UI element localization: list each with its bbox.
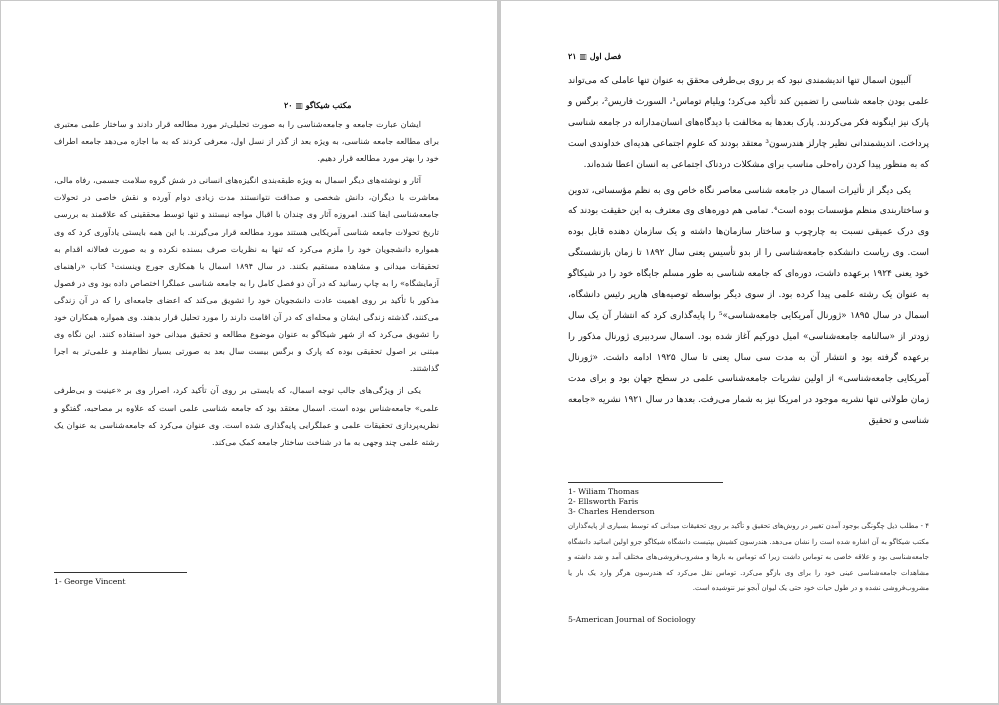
left-page-header: ۲۰ ▥ مکتب شیکاگو	[284, 100, 352, 110]
right-page-header: فصل اول ▥ ۲۱	[568, 51, 622, 61]
right-footnote-rule	[568, 482, 723, 483]
right-paragraph-1: آلبیون اسمال تنها اندیشمندی نبود که بر روی بی‌طرفی محقق به عنوان تنها عاملی که می‌تواند علمی بودن جامعه شناسی را تضمین کند تأکید می‌کرد؛ ویلیام توماس¹، السورث فاریس²، برگس و پارک نیز اینگونه فکر می‌کردند. پارک بعدها به مخالفت با دیدگاه‌های انسان‌مدارانه در جامعه شناسی پرداخت. اندیشمندانی نظیر چارلز هندرسون³ معتقد بودند که علوم اجتماعی هدیه‌ای خداوندی است که به منظور پیدا کردن راه‌حلی مناسب برای مشکلات دردناک اجتماعی به انسان اعطا شده‌اند.	[568, 76, 930, 170]
footnote-3: 3- Charles Henderson	[568, 506, 655, 516]
left-paragraph-3: یکی از ویژگی‌های جالب توجه اسمال، که بایستی بر روی آن تأکید کرد، اصرار وی بر «عینیت و بی‌طرفی علمی» جامعه‌شناس بوده است. اسمال معتقد بود که جامعه شناسی علمی است که علاوه بر مصاحبه، گفتگو و نظریه‌پردازی تحقیقات علمی و عملگرایی پایه‌گذاری شده است. وی عنوان می‌کرد که جامعه‌شناسی به عنوان یک رشته علمی چند وجهی به ما در شناخت ساختار جامعه کمک می‌کند.	[54, 385, 439, 447]
footnote-4	[568, 519, 929, 597]
left-footnote-rule	[54, 572, 187, 573]
right-paragraph-2: یکی دیگر از تأثیرات اسمال در جامعه شناسی معاصر نگاه خاص وی به نظم مؤسساتی، تدوین و ساختاربندی منظم مؤسسات بوده است⁴. تمامی هم دوره‌های وی معترف به این حقیقت بودند که وی درک عمیقی نسبت به چارچوب و ساختار سازمان‌ها داشته و یک سازمان دهنده قابل بوده است. وی ریاست دانشکده جامعه‌شناسی را از بدو تأسیس یعنی سال ۱۸۹۲ تا زمان بازنشستگی خود یعنی ۱۹۲۴ برعهده داشت، دوره‌ای که جامعه شناسی به طور مسلم جایگاه خود را در شیکاگو به عنوان یک رشته علمی پیدا کرده بود. از سوی دیگر بواسطه توصیه‌های هارپر رئیس دانشگاه، اسمال در سال ۱۸۹۵ «ژورنال آمریکایی جامعه‌شناسی»⁵ را پایه‌گذاری کرد که انتشار آن یک سال زودتر از «سالنامه جامعه‌شناسی» امیل دورکیم آغاز شده بود. اسمال سردبیری ژورنال مذکور را برعهده گرفته بود و انتشار آن به مدت سی سال یعنی تا سال ۱۹۲۵ ادامه داشت. «ژورنال آمریکایی جامعه‌شناسی» از اولین نشریات جامعه‌شناسی علمی در سطح جهان بود و برای مدت زمان طولانی تنها نشریه موجود در امریکا نیز به شمار می‌رفت. بعدها در سال ۱۹۲۱ نشریه «جامعه شناسی و تحقیق	[568, 185, 930, 426]
footnote-5: 5-American Journal of Sociology	[568, 615, 696, 624]
left-page-body	[54, 116, 439, 451]
right-page	[501, 1, 998, 703]
left-paragraph-1: ایشان عبارت جامعه و جامعه‌شناسی را به صورت تحلیلی‌تر مورد مطالعه قرار دادند و ساختار علمی معتبری برای مطالعه جامعه شناسی، به ویژه بعد از گذر از نسل اول، معرفی کردند که به ما اجازه می‌دهد جامعه اطراف خود را بهتر مورد مطالعه قرار دهیم.	[54, 119, 439, 164]
right-page-body	[568, 71, 929, 431]
footnote-4-text: ۴ - مطلب ذیل چگونگی بوجود آمدن تغییر در روش‌های تحقیق و تأکید بر روی تحقیقات میدانی که توسط بسیاری از پایه‌گذاران مکتب شیکاگو به آن اشاره شده است را نشان می‌دهد. هندرسون کشیش بپتیست دانشگاه شیکاگو جزو اولین اساتید دانشگاه جامعه‌شناسی بود و علاقه خاصی به توماس داشت زیرا که توماس به بارها و مشروب‌فروشی‌های مختلف آمد و شد داشته و مشاهدات جامعه‌شناسی عینی خود را برای وی بازگو می‌کرد. توماس نقل می‌کرد که هندرسون هرگز وارد یک بار یا مشروب‌فروشی نشده و در طول حیات خود حتی یک لیوان آبجو نیز ننوشیده است.	[568, 522, 929, 593]
footnote-1: 1- Wiliam Thomas	[568, 487, 639, 496]
right-footnotes-ltr	[568, 487, 655, 516]
left-paragraph-2: آثار و نوشته‌های دیگر اسمال به ویژه طبقه‌بندی انگیزه‌های انسانی در شش گروه سلامت جسمی، رفاه مالی، معاشرت با دیگران، دانش شخصی و صداقت نتوانستند مدت زیادی دوام آورده و نقش خاصی در تحولات جامعه‌شناسی ایفا کنند. امروزه آثار وی چندان با اقبال مواجه نیستند و تنها توسط محققینی که علاقمند به بررسی تاریخ تحولات جامعه شناسی آمریکایی هستند مورد مطالعه قرار می‌گیرند. با این همه بایستی یادآوری کرد که وی همواره دانشجویان خود را ملزم می‌کرد که تنها به نظریات صرف بسنده نکرده و به صورت فعالانه اقدام به تحقیقات میدانی و مشاهده مستقیم بکنند. در سال ۱۸۹۴ اسمال با همکاری جورج وینسنت¹ کتاب «راهنمای آزمایشگاه» را به چاپ رسانید که در آن دو فصل کامل را به جامعه شناسی عملگرا اختصاص داده بود وی در فصول مذکور با تأکید بر روی اهمیت عادت دانشجویان خود را تشویق می‌کند که اعضای جامعه‌ای را که در آن زندگی می‌کنند، گذشته زندگی ایشان و محله‌ای که در آن اقامت دارند را مورد تحلیل قرار بدهند. وی همواره همکاران خود را تشویق می‌کرد که از شهر شیکاگو به عنوان موضوع مطالعه و تحقیق میدانی خود استفاده کنند. این نگاه وی مبتنی بر اصول تحقیقی بوده که پارک و برگس بیست سال بعد به صورتی بسیار نظام‌مند و علمی‌تر به اجرا گذاشتند.	[54, 175, 439, 374]
left-page	[1, 1, 497, 703]
left-footnote: 1- George Vincent	[54, 577, 126, 586]
footnote-2: 2- Ellsworth Faris	[568, 496, 639, 506]
